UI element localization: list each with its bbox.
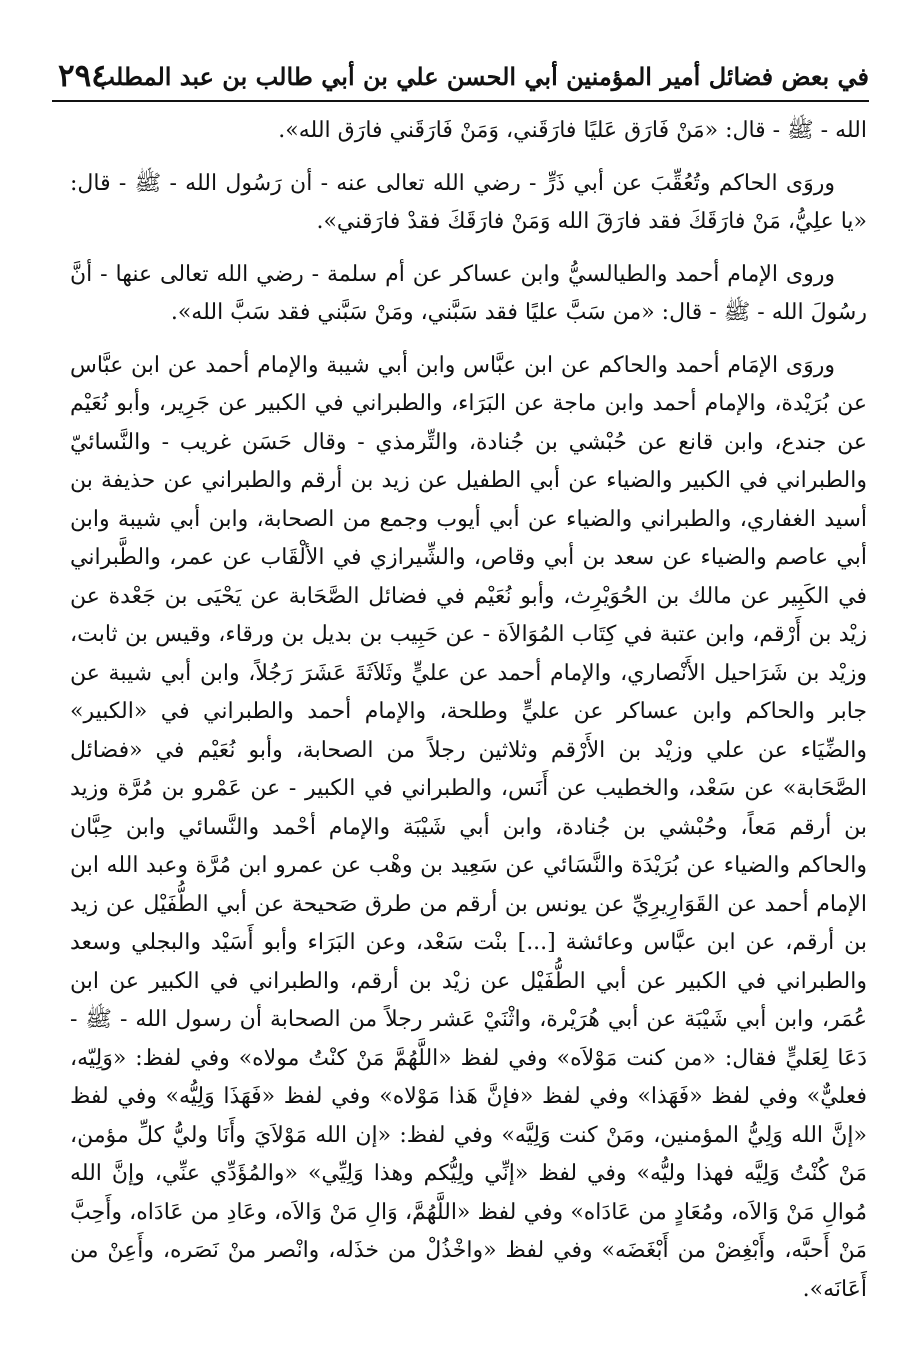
running-title: في بعض فضائل أمير المؤمنين أبي الحسن علي بن أبي طالب بن عبد المطلب xyxy=(92,62,869,91)
page-header xyxy=(52,58,869,102)
paragraph-2: وروَى الحاكم وتُعُقِّبَ عن أبي ذَرٍّ - رضي الله تعالى عنه - أن رَسُول الله - ﷺ - قال: «يا علِيُّ، مَنْ فارَقَكَ فقد فارَقَ الله وَمَنْ فارَقَكَ فقدْ فارَقني». xyxy=(70,170,867,234)
paragraph-4: وروَى الإمَام أحمد والحاكم عن ابن عبَّاس وابن أبي شيبة والإمام أحمد عن ابن عبَّاس عن بُرَيْدة، والإمام أحمد وابن ماجة عن البَرَاء، والطبراني في الكبير عن جَرِير، وأبو نُعَيْم عن جندع، وابن قانع عن حُبْشي بن جُنادة، والتِّرمذي - وقال حَسَن غريب - والنَّسائيّ والطبراني في الكبير والضياء عن أبي الطفيل عن زيد بن أرقم والطبراني عن حذيفة بن أسيد الغفاري، والطبراني والضياء عن أبي أيوب وجمع من الصحابة، وابن أبي شيبة وابن أبي عاصم والضياء عن سعد بن أبي وقاص، والشِّيرازي في الألْقَاب عن عمر، والطَّبراني في الكَبِير عن مالك بن الحُوَيْرِث، وأبو نُعَيْم في فضائل الصَّحَابة عن يَحْيَى بن جَعْدة عن زيْد بن أَرْقم، وابن عتبة في كِتَاب المُوَالاَة - عن حَبِيب بن بديل بن ورقاء، وقيس بن ثابت، وزيْد بن شَرَاحيل الأَنْصاري، والإمام أحمد عن عليٍّ وثَلاَثَةَ عَشَرَ رَجُلاً، وابن أبي شيبة عن جابر والحاكم وابن عساكر عن عليٍّ وطلحة، والإمام أحمد والطبراني في «الكبير» والضِّيَاء عن علي وزيْد بن الأَرْقم وثلاثين رجلاً من الصحابة، وأبو نُعَيْم في «فضائل الصَّحَابة» عن سَعْد، والخطيب عن أَنَس، والطبراني في الكبير - عن عَمْرو بن مُرَّة وزيد بن أرقم مَعاً، وحُبْشي بن جُنادة، وابن أبي شَيْبَة والإمام أحْمد والنَّسائي وابن حِبَّان والحاكم والضياء عن بُرَيْدَة والنَّسَائي عن سَعِيد بن وهْب عن عمرو ابن مُرَّة وعبد الله ابن الإمام أحمد عن القَوَارِيرِيِّ عن يونس بن أرقم من طرق صَحيحة عن أبي الطُّفَيْل عن زيد بن أرقم، عن ابن عبَّاس وعائشة [...] بنْت سَعْد، وعن البَرَاء وأبو أَسَيْد والبجلي وسعد والطبراني في الكبير عن أبي الطُّفَيْل عن زيْد بن أرقم، والطبراني في الكبير عن ابن عُمَر، وابن أبي شَيْبَة عن أبي هُرَيْرة، واثْنَيْ عَشر رجلاً من الصحابة أن رسول الله - ﷺ - دَعَا لِعَليٍّ فقال: «من كنت مَوْلاَه» وفي لفظ «اللَّهُمَّ مَنْ كنْتُ مولاه» وفي لفظ: «وَلِيّه، فعليٌّ» وفي لفظ «فَهَذا» وفي لفظ «فإنَّ هَذا مَوْلاه» وفي لفظ «فَهَذَا وَلِيُّه» وفي لفظ «إنَّ الله وَلِيُّ المؤمنين، ومَنْ كنت وَلِيَّه» وفي لفظ: «إن الله مَوْلاَيَ وأَنَا وليُّ كلِّ مؤمن، مَنْ كُنْتُ وَلِيَّه فهذا وليُّه» وفي لفظ «إنِّي ولِيُّكم وهذا وَلِيِّي» «والمُؤَدِّي عنِّي، وإنَّ الله مُوالِ مَنْ وَالاَه، ومُعَادٍ من عَادَاه» وفي لفظ «اللَّهُمَّ، وَالِ مَنْ وَالاَه، وعَادِ من عَادَاه، وأَحِبَّ مَنْ أَحبَّه، وأَبْغِضْ من أَبْغَضَه» وفي لفظ «واخْذُلْ من خذَله، وانْصر منْ نَصَره، وأَعِنْ من أَعَانَه». xyxy=(70,352,867,1302)
page-number: ٢٩٤ xyxy=(58,58,108,94)
paragraph-3: وروى الإمام أحمد والطيالسيُّ وابن عساكر عن أم سلمة - رضي الله تعالى عنها - أنَّ رسُولَ الله - ﷺ - قال: «من سَبَّ عليًا فقد سَبَّني، ومَنْ سَبَّني فقد سَبَّ الله». xyxy=(70,261,867,325)
paragraph-1: الله - ﷺ - قال: «مَنْ فَارَق عَليًا فارَقَني، وَمَنْ فَارَقَني فارَق الله». xyxy=(278,118,867,143)
page-body xyxy=(70,112,867,1309)
